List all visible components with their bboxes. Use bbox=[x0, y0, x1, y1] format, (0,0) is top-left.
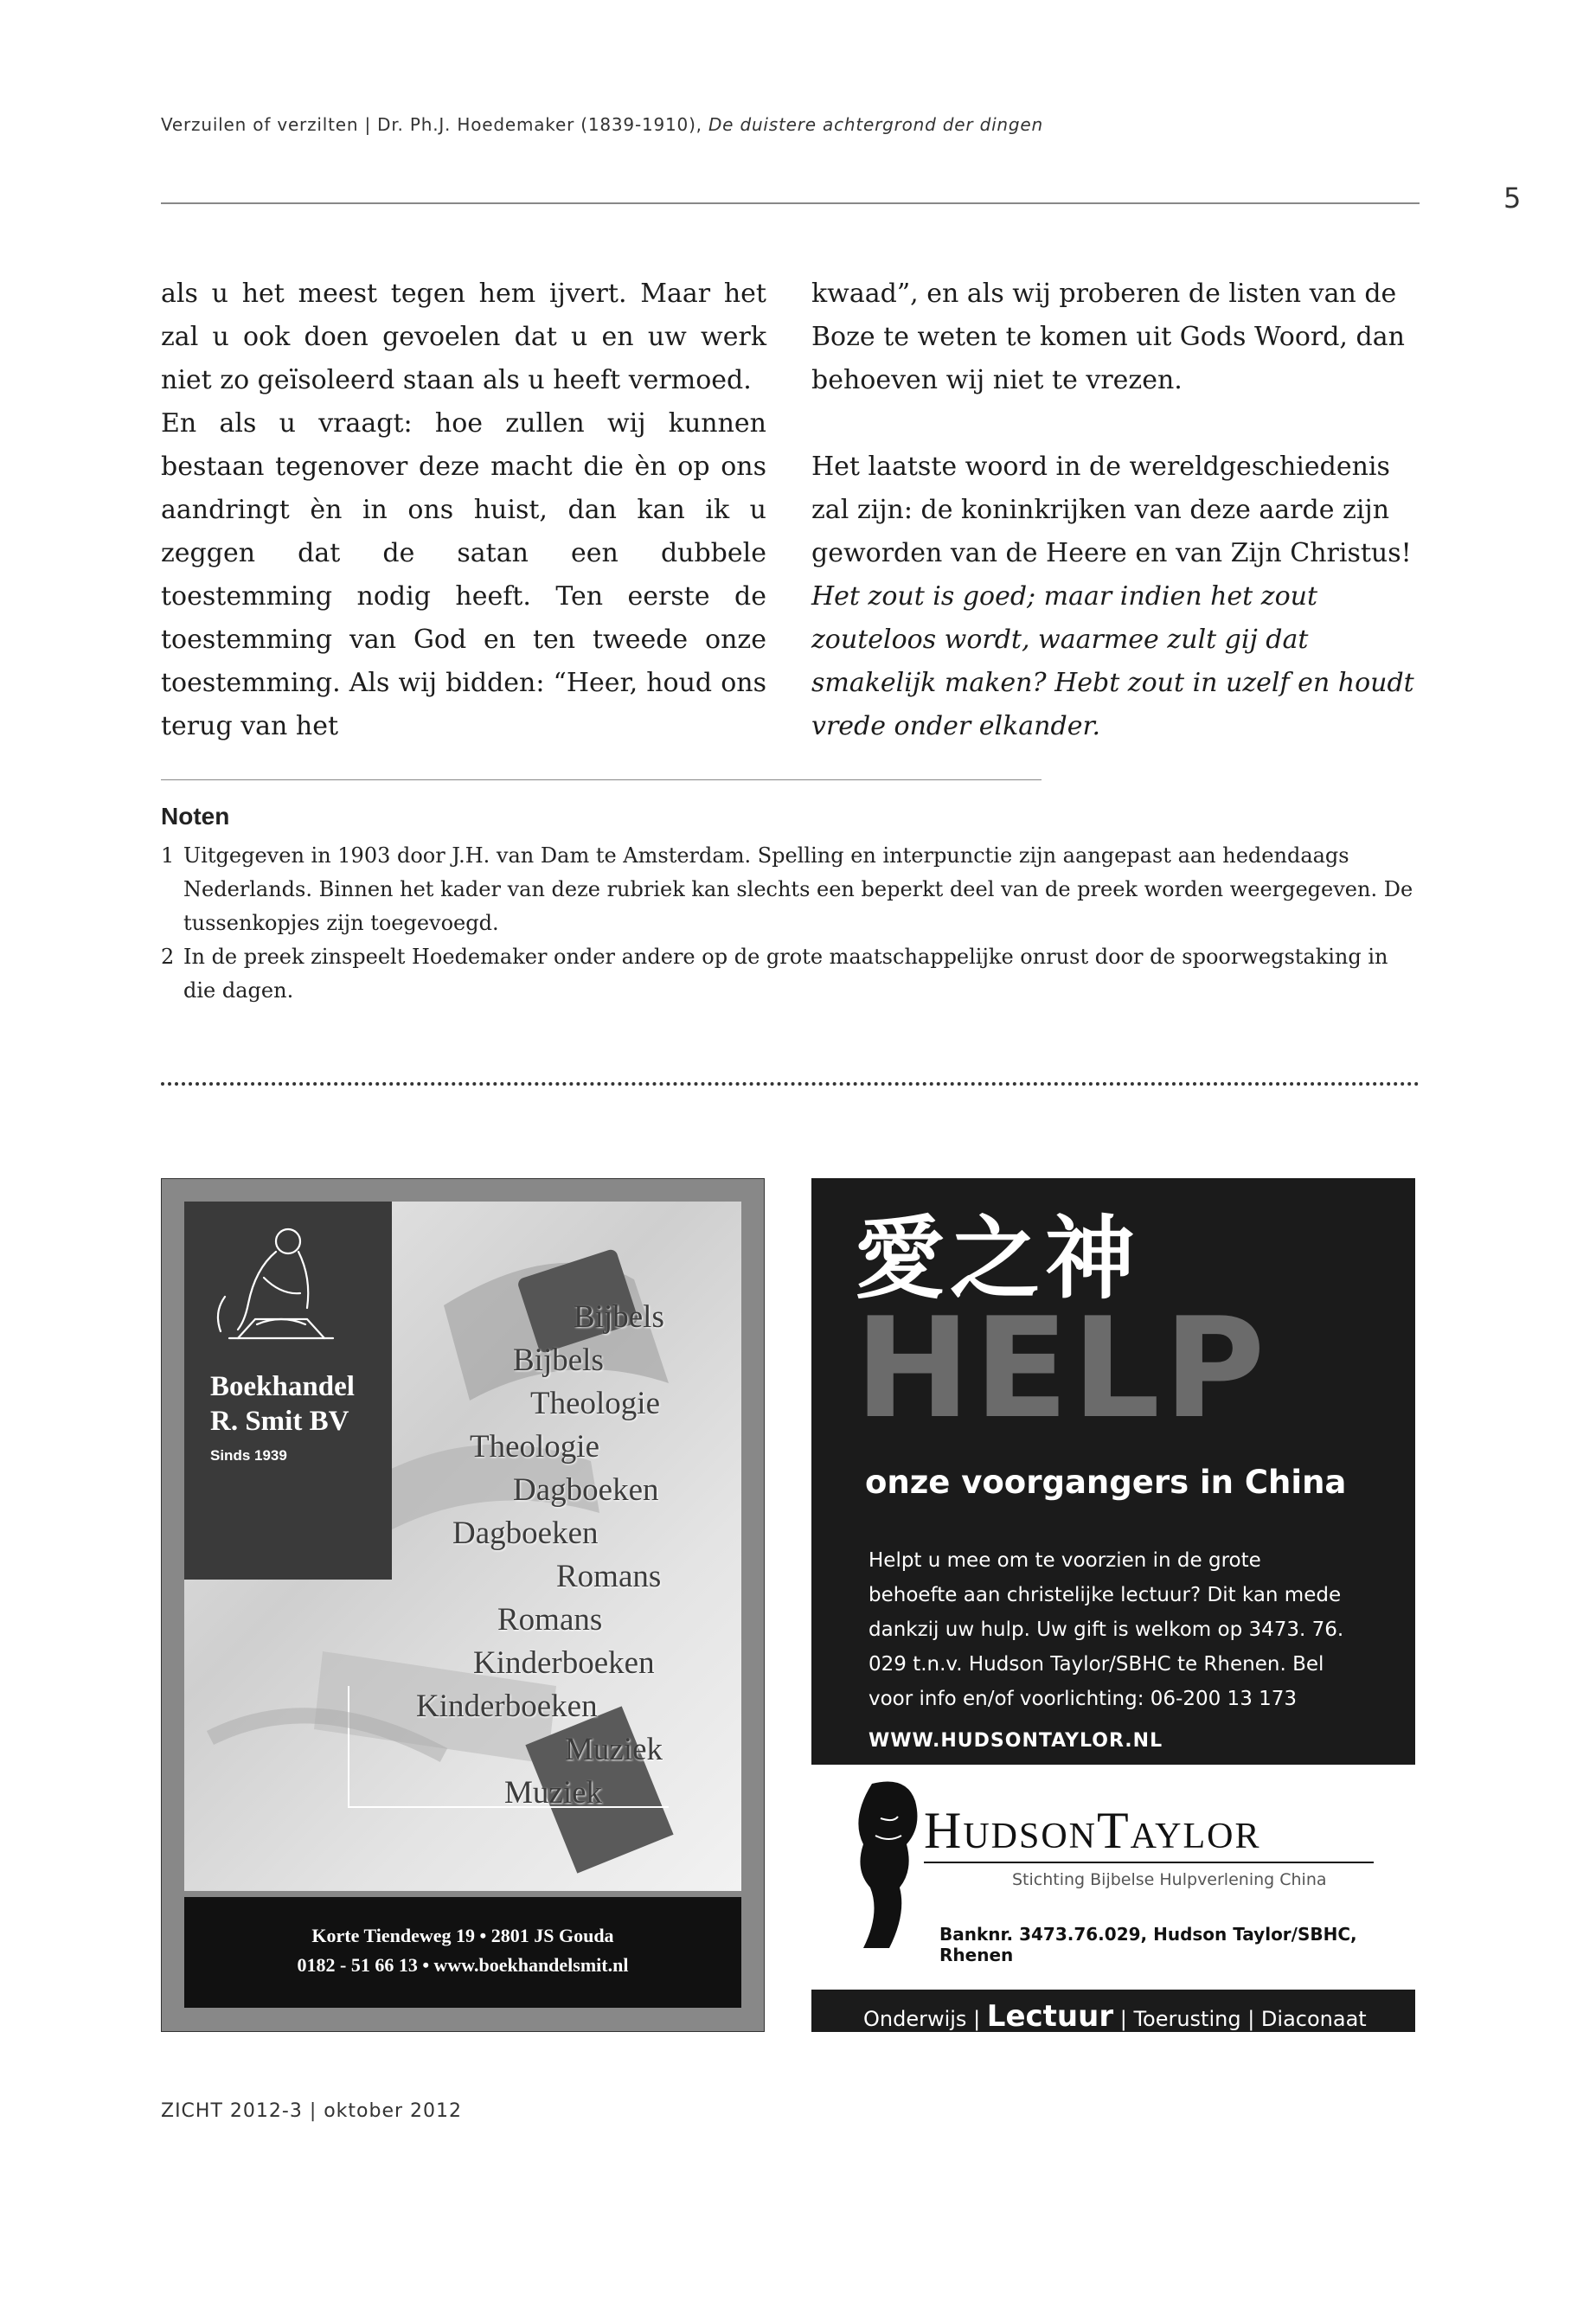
ad-left-address: Korte Tiendeweg 19 • 2801 JS Gouda bbox=[311, 1925, 614, 1946]
ad-right-website: WWW.HUDSONTAYLOR.NL bbox=[869, 1730, 1163, 1752]
reader-drawing-icon bbox=[203, 1217, 350, 1356]
notes-title: Noten bbox=[161, 803, 230, 830]
note-item bbox=[161, 940, 1420, 1008]
notes-list bbox=[161, 839, 1420, 1008]
hudson-taylor-portrait-icon bbox=[846, 1775, 924, 1957]
note-text: In de preek zinspeelt Hoedemaker onder andere op de grote maatschappelijke onrust door de spoorwegstaking in die dagen. bbox=[183, 945, 1388, 1003]
ad-left-category: Theologie bbox=[470, 1429, 600, 1465]
ad-boekhandel-smit bbox=[161, 1178, 765, 2032]
running-header bbox=[161, 114, 1043, 135]
ad-left-contact: 0182 - 51 66 13 • www.boekhandelsmit.nl bbox=[297, 1954, 629, 1976]
ad-right-help: HELP bbox=[855, 1287, 1269, 1449]
ad-left-category: Muziek bbox=[504, 1775, 603, 1811]
ad-left-category: Bijbels bbox=[574, 1299, 664, 1335]
ad-right-logo-name: HudsonTaylor bbox=[924, 1802, 1261, 1859]
logo-underline bbox=[924, 1862, 1374, 1863]
ad-left-category: Dagboeken bbox=[452, 1516, 599, 1551]
ad-left-category: Romans bbox=[556, 1559, 662, 1594]
body-right-column bbox=[811, 272, 1420, 748]
ad-left-category: Romans bbox=[497, 1602, 603, 1638]
ad-right-logo-tagline: Stichting Bijbelse Hulpverlening China bbox=[1012, 1870, 1327, 1889]
ad-left-footer bbox=[184, 1897, 741, 2008]
bottom-bar-item-emphasis: Lectuur bbox=[986, 1999, 1114, 2032]
ad-right-bottom-bar: Onderwijs | Lectuur | Toerusting | Diaconaat bbox=[811, 1990, 1415, 2032]
body-right-paragraph-1: kwaad”, en als wij proberen de listen van de Boze te weten te komen uit Gods Woord, dan behoeven wij niet te vrezen. bbox=[811, 279, 1405, 395]
body-right-quote: Het zout is goed; maar indien het zout zouteloos wordt, waarmee zult gij dat smakelijk maken? Hebt zout in uzelf en houdt vrede onder elkander. bbox=[811, 581, 1414, 741]
note-item bbox=[161, 839, 1420, 940]
body-left-column bbox=[161, 272, 766, 748]
section-divider bbox=[161, 1082, 1420, 1086]
ad-hudson-taylor bbox=[811, 1178, 1415, 2032]
running-title: Verzuilen of verzilten | Dr. Ph.J. Hoedemaker (1839-1910), bbox=[161, 114, 708, 135]
ad-left-category: Muziek bbox=[565, 1732, 663, 1767]
ad-left-brand-panel bbox=[184, 1202, 392, 1580]
notes-rule bbox=[161, 779, 1042, 780]
running-title-italic: De duistere achtergrond der dingen bbox=[708, 114, 1043, 135]
ad-right-bank: Banknr. 3473.76.029, Hudson Taylor/SBHC, Rhenen bbox=[939, 1924, 1357, 1965]
ad-left-category: Dagboeken bbox=[513, 1472, 659, 1508]
note-text: Uitgegeven in 1903 door J.H. van Dam te Amsterdam. Spelling en interpunctie zijn aangepast aan hedendaags Nederlands. Binnen het kader van deze rubriek kan slechts een beperkt deel van de preek worden weergegeven. De tussenkopjes zijn toegevoegd. bbox=[183, 843, 1413, 935]
bottom-bar-item: Onderwijs bbox=[863, 2007, 967, 2031]
ad-left-since: Sinds 1939 bbox=[210, 1447, 287, 1464]
ad-left-category: Bijbels bbox=[513, 1343, 604, 1378]
note-number: 2 bbox=[161, 945, 175, 969]
ad-left-category: Theologie bbox=[530, 1386, 661, 1421]
ad-left-brand-line2: R. Smit BV bbox=[210, 1406, 349, 1437]
ad-right-logo-area bbox=[811, 1765, 1415, 1990]
page-footer: ZICHT 2012-3 | oktober 2012 bbox=[161, 2100, 463, 2122]
ad-left-brand-line1: Boekhandel bbox=[210, 1371, 355, 1402]
ad-right-body: Helpt u mee om te voorzien in de grote behoefte aan christelijke lectuur? Dit kan mede dankzij uw hulp. Uw gift is welkom op 3473. 76. 029 t.n.v. Hudson Taylor/SBHC te Rhenen. Bel voor info en/of voorlichting: 06-200 13 173 bbox=[869, 1549, 1344, 1710]
ad-right-subtitle: onze voorgangers in China bbox=[865, 1464, 1347, 1501]
ad-right-chinese-title: 愛之神 bbox=[855, 1206, 1141, 1311]
ad-left-image-area bbox=[184, 1202, 741, 1891]
bottom-bar-item: Diaconaat bbox=[1260, 2007, 1367, 2031]
bottom-bar-item: Toerusting bbox=[1133, 2007, 1241, 2031]
body-left-paragraph-2: En als u vraagt: hoe zullen wij kunnen bestaan tegenover deze macht die èn op ons aandringt èn in ons huist, dan kan ik u zeggen dat de satan een dubbele toestemming nodig heeft. Ten eerste de toestemming van God en ten tweede onze toestemming. Als wij bidden: “Heer, houd ons terug van het bbox=[161, 408, 766, 741]
page-number: 5 bbox=[1503, 182, 1522, 215]
ad-left-category: Kinderboeken bbox=[416, 1689, 598, 1724]
header-rule bbox=[161, 202, 1420, 204]
body-right-paragraph-2: Het laatste woord in de wereldgeschiedenis zal zijn: de koninkrijken van deze aarde zijn geworden van de Heere en van Zijn Christus! bbox=[811, 452, 1412, 568]
note-number: 1 bbox=[161, 843, 175, 868]
ad-left-category: Kinderboeken bbox=[473, 1645, 655, 1681]
body-left-paragraph-1: als u het meest tegen hem ijvert. Maar het zal u ook doen gevoelen dat u en uw werk niet zo geïsoleerd staan als u heeft vermoed. bbox=[161, 279, 766, 395]
